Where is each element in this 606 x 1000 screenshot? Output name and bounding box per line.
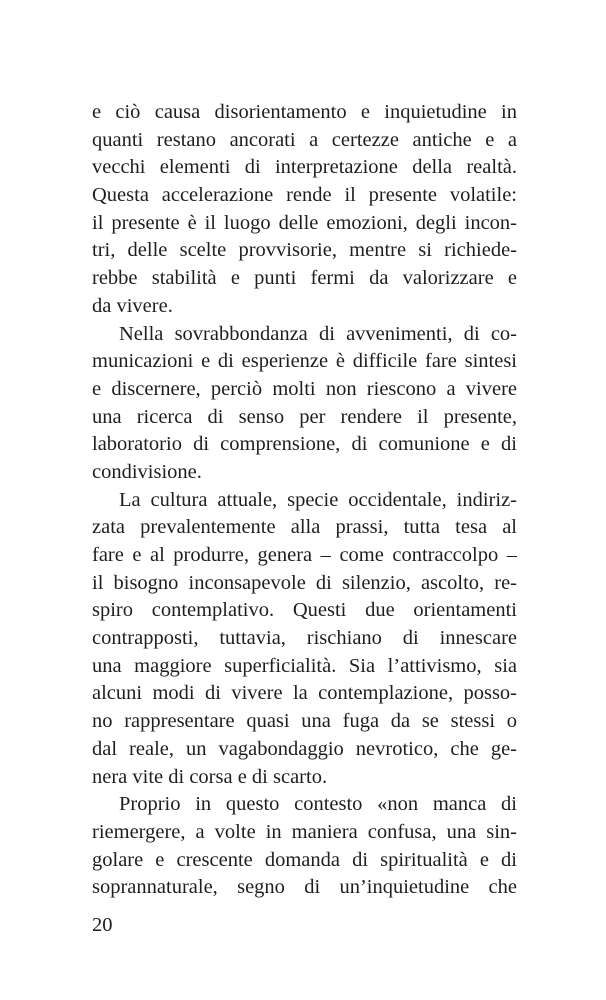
text-line: e ciò causa disorientamento e inquietudine in	[92, 101, 517, 123]
text-line: quanti restano ancorati a certezze antiche e a	[92, 128, 517, 151]
text-line: rebbe stabilità e punti fermi da valorizzare e	[92, 267, 517, 290]
text-line: alcuni modi di vivere la contemplazione, posso-	[92, 682, 517, 705]
text-line: condivisione.	[92, 460, 202, 483]
text-line: La cultura attuale, specie occidentale, indiriz-	[119, 488, 517, 511]
text-line: Nella sovrabbondanza di avvenimenti, di co-	[119, 322, 517, 345]
text-line: laboratorio di comprensione, di comunione e di	[92, 433, 517, 456]
text-line: vecchi elementi di interpretazione della realtà.	[92, 156, 517, 179]
text-line: riemergere, a volte in maniera confusa, una sin-	[92, 820, 517, 843]
text-line: soprannaturale, segno di un’inquietudine che	[92, 876, 517, 899]
text-line: contrapposti, tuttavia, rischiano di innescare	[92, 627, 517, 650]
text-line: golare e crescente domanda di spiritualità e di	[92, 848, 517, 871]
text-line: il bisogno inconsapevole di silenzio, ascolto, re-	[92, 571, 517, 594]
text-line: nera vite di corsa e di scarto.	[92, 765, 328, 788]
text-line: dal reale, un vagabondaggio nevrotico, che ge-	[92, 737, 517, 760]
text-line: municazioni e di esperienze è difficile fare sintesi	[92, 350, 517, 373]
page-body-text	[92, 99, 517, 902]
text-line: no rappresentare quasi una fuga da se stessi o	[92, 710, 517, 733]
text-line: fare e al produrre, genera – come contraccolpo –	[92, 544, 517, 566]
text-line: una ricerca di senso per rendere il presente,	[92, 405, 517, 428]
page-number: 20	[92, 914, 113, 936]
text-line: il presente è il luogo delle emozioni, degli incon-	[92, 211, 517, 234]
text-line: tri, delle scelte provvisorie, mentre si richiede-	[92, 239, 517, 262]
text-line: e discernere, perciò molti non riescono a vivere	[92, 377, 517, 400]
text-line: Questa accelerazione rende il presente volatile:	[92, 184, 517, 207]
text-line: zata prevalentemente alla prassi, tutta tesa al	[92, 516, 517, 539]
text-line: una maggiore superficialità. Sia l’attivismo, sia	[92, 654, 517, 677]
text-line: spiro contemplativo. Questi due orientamenti	[92, 599, 517, 622]
text-line: Proprio in questo contesto «non manca di	[119, 793, 517, 816]
text-line: da vivere.	[92, 294, 173, 317]
